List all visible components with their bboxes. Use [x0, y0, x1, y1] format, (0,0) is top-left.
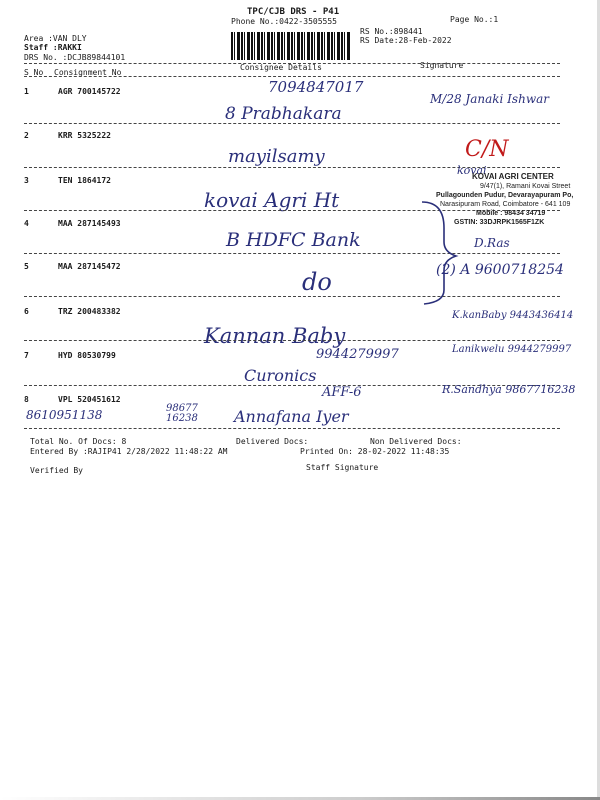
handwritten-note: AFF-6: [322, 385, 362, 400]
consignment-number: VPL 520451612: [58, 395, 121, 404]
handwritten-signature: M/28 Janaki Ishwar: [430, 92, 549, 106]
consignment-number: AGR 700145722: [58, 87, 121, 96]
handwritten-signature: K.kanBaby 9443436414: [452, 310, 574, 321]
handwritten-consignee: Curonics: [244, 366, 317, 385]
page-number: Page No.:1: [450, 15, 499, 24]
verified-by: Verified By: [30, 466, 83, 475]
column-consignee: Consignee Details: [240, 63, 322, 72]
row-number: 4: [24, 219, 29, 228]
rs-number: RS No.:898441: [360, 27, 423, 36]
handwritten-consignee: B HDFC Bank: [226, 229, 361, 251]
handwritten-consignee: do: [302, 268, 332, 296]
handwritten-consignee: Kannan Baby: [204, 324, 346, 348]
entered-by: Entered By :RAJIP41 2/28/2022 11:48:22 AM: [30, 447, 228, 456]
consignment-number: MAA 287145472: [58, 262, 121, 271]
divider: [24, 123, 560, 124]
row-number: 5: [24, 262, 29, 271]
row-number: 2: [24, 131, 29, 140]
doc-title: TPC/CJB DRS - P41: [247, 7, 340, 17]
stamp-line: Pullagounden Pudur, Devarayapuram Po,: [436, 192, 574, 199]
non-delivered-docs: Non Delivered Docs:: [370, 437, 462, 446]
delivered-docs: Delivered Docs:: [236, 437, 309, 446]
handwritten-phone: 9944279997: [316, 347, 399, 362]
phone-number: Phone No.:0422-3505555: [231, 17, 337, 26]
consignment-number: TEN 1864172: [58, 176, 111, 185]
stamp-line: Mobile : 98434 34719: [476, 210, 546, 217]
handwritten-phone: 7094847017: [268, 78, 364, 96]
stamp-line: Narasipuram Road, Coimbatore - 641 109: [440, 201, 571, 208]
consignment-number: KRR 5325222: [58, 131, 111, 140]
consignment-number: MAA 287145493: [58, 219, 121, 228]
handwritten-signature: R.Sandhya 9867716238: [442, 383, 576, 396]
divider: [24, 76, 560, 77]
barcode-image: [231, 32, 351, 60]
handwritten-signature: kovai: [457, 164, 487, 177]
handwritten-phone: 8610951138: [26, 408, 103, 422]
handwritten-signature: Lanikwelu 9944279997: [452, 344, 572, 355]
divider: [24, 296, 560, 297]
bracket-mark: [418, 198, 464, 308]
area-label: Area :VAN DLY: [24, 34, 87, 43]
drs-number: DRS No. :DCJB89844101: [24, 53, 126, 62]
row-number: 7: [24, 351, 29, 360]
divider: [24, 253, 560, 254]
handwritten-consignee: kovai Agri Ht: [204, 188, 340, 212]
stamp-name: KOVAI AGRI CENTER: [472, 172, 554, 181]
stamp-line: GSTIN: 33DJRPK1565F1ZK: [454, 219, 545, 226]
consignment-number: TRZ 200483382: [58, 307, 121, 316]
staff-signature-label: Staff Signature: [306, 463, 379, 472]
row-number: 8: [24, 395, 29, 404]
rs-date: RS Date:28-Feb-2022: [360, 36, 452, 45]
column-consignment: Consignment No: [54, 68, 122, 77]
handwritten-signature: (2) A 9600718254: [436, 262, 564, 278]
handwritten-consignee: Annafana Iyer: [234, 407, 349, 426]
handwritten-signature: C/N: [465, 137, 509, 162]
column-signature: Signature: [420, 61, 464, 70]
row-number: 3: [24, 176, 29, 185]
handwritten-signature: D.Ras: [474, 236, 510, 250]
stamp-line: 9/47(1), Ramani Kovai Street: [480, 183, 571, 190]
printed-on: Printed On: 28-02-2022 11:48:35: [300, 447, 450, 456]
row-number: 6: [24, 307, 29, 316]
staff-label: Staff :RAKKI: [24, 43, 82, 52]
handwritten-consignee: 8 Prabhakara: [225, 104, 342, 124]
divider: [24, 340, 560, 341]
handwritten-number: 98677 16238: [166, 403, 198, 424]
consignment-number: HYD 80530799: [58, 351, 116, 360]
column-sno: S No: [24, 68, 44, 77]
row-number: 1: [24, 87, 29, 96]
divider: [24, 428, 560, 429]
handwritten-consignee: mayilsamy: [228, 146, 325, 167]
total-docs: Total No. Of Docs: 8: [30, 437, 127, 446]
